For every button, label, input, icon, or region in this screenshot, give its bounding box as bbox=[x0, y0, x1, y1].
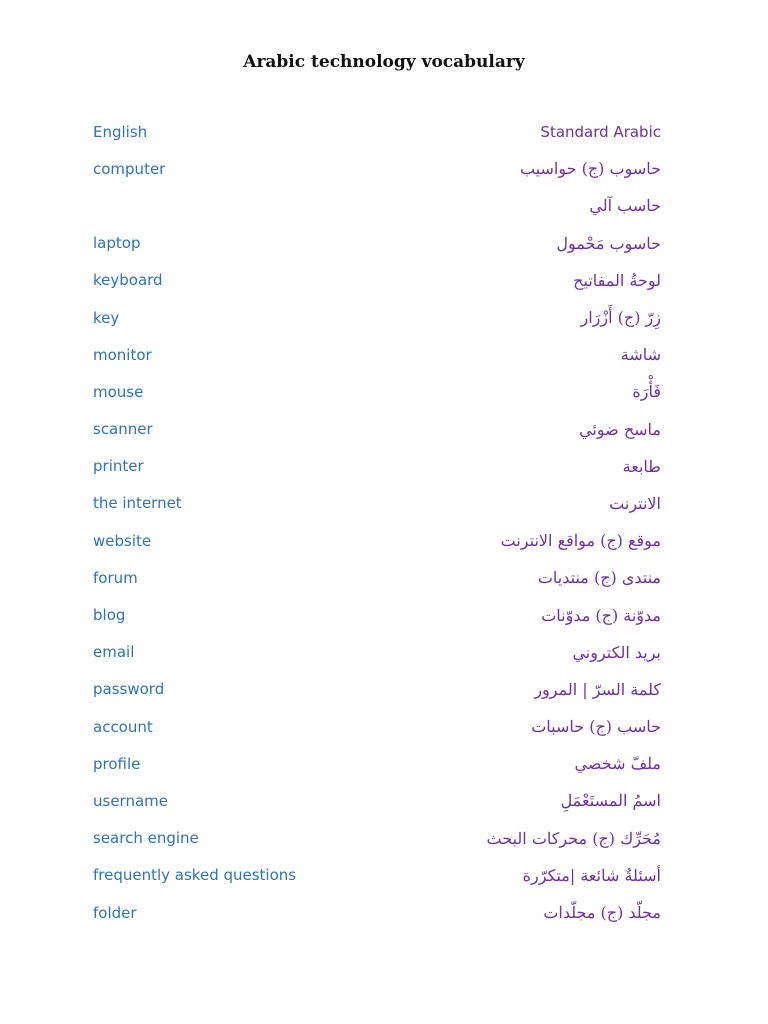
arabic-term: حاسوب (ج) حواسيب bbox=[519, 159, 661, 179]
english-column-header: English bbox=[93, 122, 148, 141]
english-term: password bbox=[93, 680, 165, 699]
english-term: account bbox=[93, 717, 153, 736]
table-row bbox=[93, 336, 661, 373]
arabic-term: ماسح ضوئي bbox=[579, 419, 661, 439]
arabic-term: موقع (ج) مواقع الانترنت bbox=[500, 531, 661, 551]
arabic-column-header: Standard Arabic bbox=[540, 122, 661, 141]
table-header bbox=[93, 113, 661, 150]
arabic-term: أسئلةٌ شائعة |متكرّرة bbox=[522, 865, 661, 885]
arabic-term: منتدى (ج) منتديات bbox=[537, 568, 661, 588]
table-row bbox=[93, 596, 661, 633]
english-term: the internet bbox=[93, 494, 182, 513]
english-term: search engine bbox=[93, 829, 199, 848]
english-term: printer bbox=[93, 457, 144, 476]
english-term: keyboard bbox=[93, 271, 163, 290]
table-row bbox=[93, 671, 661, 708]
arabic-term: حاسوب مَحْمول bbox=[556, 233, 661, 253]
table-row bbox=[93, 745, 661, 782]
english-term: blog bbox=[93, 606, 126, 625]
arabic-term: حاسب آلي bbox=[589, 196, 661, 216]
english-term: forum bbox=[93, 568, 138, 587]
table-row bbox=[93, 820, 661, 857]
english-term: mouse bbox=[93, 382, 144, 401]
table-row bbox=[93, 708, 661, 745]
arabic-term: حاسب (ج) حاسبات bbox=[531, 717, 661, 737]
table-row bbox=[93, 373, 661, 410]
page-title: Arabic technology vocabulary bbox=[243, 52, 525, 72]
english-term: monitor bbox=[93, 345, 152, 364]
arabic-term: كلمة السرّ | المرور bbox=[534, 679, 661, 699]
table-row bbox=[93, 485, 661, 522]
table-row bbox=[93, 411, 661, 448]
english-term: scanner bbox=[93, 420, 153, 439]
arabic-term: شاشة bbox=[620, 345, 661, 365]
table-row bbox=[93, 299, 661, 336]
english-term: username bbox=[93, 791, 168, 810]
vocabulary-table bbox=[93, 113, 661, 931]
table-row bbox=[93, 634, 661, 671]
arabic-term: ملفّ شخصي bbox=[574, 754, 661, 774]
table-row bbox=[93, 522, 661, 559]
english-term: laptop bbox=[93, 234, 141, 253]
table-row bbox=[93, 782, 661, 819]
english-term: key bbox=[93, 308, 120, 327]
table-row bbox=[93, 262, 661, 299]
arabic-term: بريد الكتروني bbox=[572, 642, 661, 662]
table-row bbox=[93, 150, 661, 187]
english-term: computer bbox=[93, 159, 166, 178]
english-term: email bbox=[93, 643, 135, 662]
english-term: frequently asked questions bbox=[93, 866, 297, 885]
arabic-term: طابعة bbox=[622, 456, 661, 476]
table-row bbox=[93, 448, 661, 485]
arabic-term: زِرّ (ج) أَزْرَار bbox=[580, 308, 661, 328]
table-row bbox=[93, 559, 661, 596]
table-row bbox=[93, 187, 661, 224]
arabic-term: اسمُ المستَعْمَلِ bbox=[560, 791, 661, 811]
arabic-term: مدوّنة (ج) مدوّنات bbox=[541, 605, 661, 625]
arabic-term: الانترنت bbox=[609, 493, 661, 513]
arabic-term: لوحةُ المفاتيح bbox=[573, 270, 661, 290]
english-term: folder bbox=[93, 903, 137, 922]
arabic-term: مُحَرِّك (ج) محركات البحث bbox=[486, 828, 661, 848]
english-term: website bbox=[93, 531, 152, 550]
table-row bbox=[93, 857, 661, 894]
arabic-term: فَأْرَة bbox=[632, 382, 661, 402]
arabic-term: مجلّد (ج) مجلّدات bbox=[543, 903, 661, 923]
table-row bbox=[93, 225, 661, 262]
english-term: profile bbox=[93, 754, 141, 773]
table-row bbox=[93, 894, 661, 931]
